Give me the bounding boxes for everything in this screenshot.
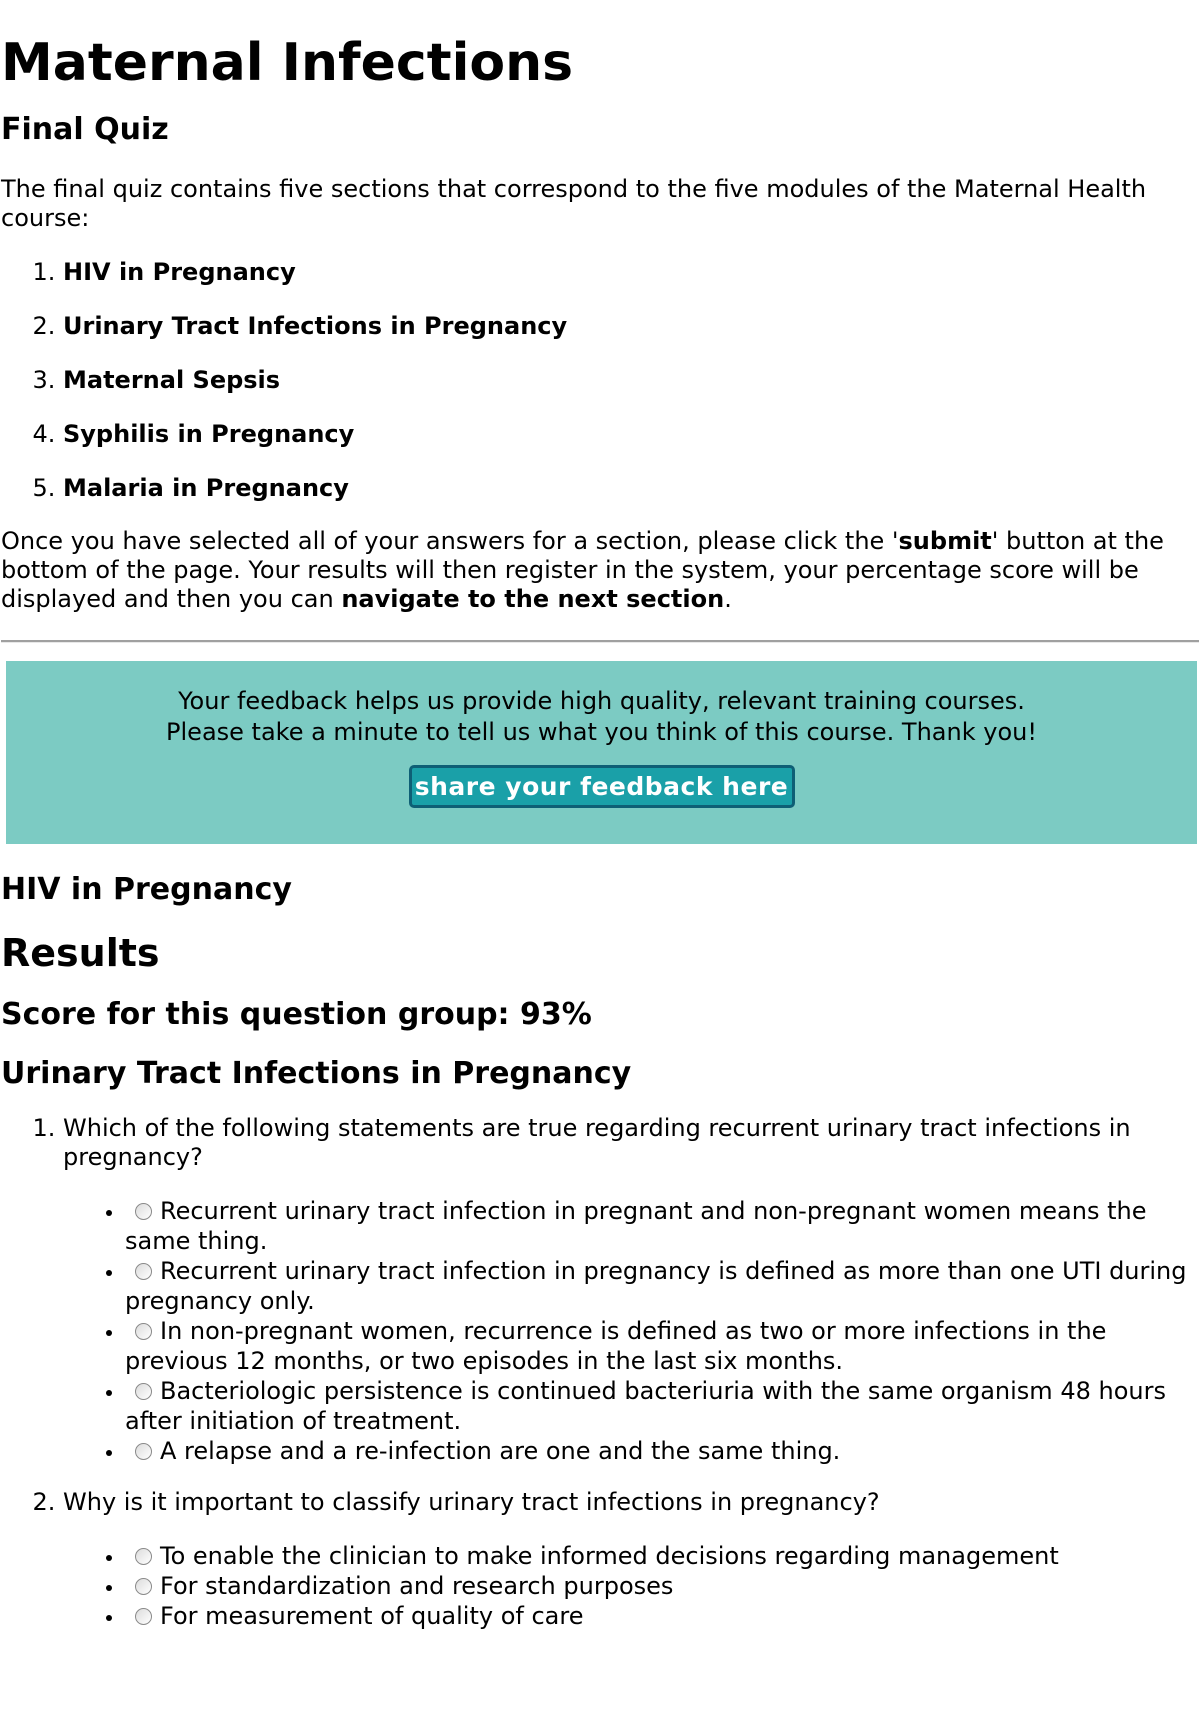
- options-list: [63, 1541, 1200, 1631]
- question-item: [63, 1488, 1200, 1631]
- submit-word: submit: [898, 527, 992, 555]
- share-feedback-button[interactable]: share your feedback here: [409, 765, 795, 808]
- options-list: [63, 1196, 1200, 1466]
- radio-button[interactable]: [135, 1443, 152, 1460]
- page: [0, 33, 1200, 1631]
- instructions-text: [1, 527, 1200, 614]
- option-label: Recurrent urinary tract infection in pregnancy is defined as more than one UTI during pregnancy only.: [125, 1257, 1187, 1315]
- instructions-part1: Once you have selected all of your answers for a section, please click the ': [1, 527, 899, 555]
- radio-button[interactable]: [135, 1323, 152, 1340]
- option-item[interactable]: [125, 1601, 1200, 1631]
- radio-button[interactable]: [135, 1263, 152, 1280]
- instructions-part2: ' button at the bottom of the page. Your results will then register in the system, your percentage score will be displayed and then you can: [1, 527, 1164, 613]
- intro-text: The final quiz contains five sections that correspond to the five modules of the Maternal Health course:: [1, 175, 1147, 232]
- hiv-section-heading: HIV in Pregnancy: [1, 872, 292, 907]
- section-item: 3. Maternal Sepsis: [63, 366, 1200, 420]
- sections-list: [1, 258, 1200, 528]
- score-heading: Score for this question group: 93%: [1, 997, 592, 1032]
- option-item[interactable]: [125, 1571, 1200, 1601]
- option-item[interactable]: [125, 1436, 1200, 1466]
- section-item: 1. HIV in Pregnancy: [63, 258, 1200, 312]
- section-item: 2. Urinary Tract Infections in Pregnancy: [63, 312, 1200, 366]
- radio-button[interactable]: [135, 1608, 152, 1625]
- feedback-line-1: Your feedback helps us provide high quality, relevant training courses.: [178, 687, 1025, 715]
- navigate-text: navigate to the next section: [341, 585, 725, 613]
- option-item[interactable]: [125, 1196, 1200, 1256]
- option-item[interactable]: [125, 1316, 1200, 1376]
- section-item: 5. Malaria in Pregnancy: [63, 474, 1200, 528]
- option-label: In non-pregnant women, recurrence is defined as two or more infections in the previous 12 months, or two episodes in the last six months.: [125, 1317, 1107, 1375]
- divider: [1, 640, 1199, 643]
- results-heading: Results: [1, 931, 160, 975]
- option-label: A relapse and a re-infection are one and the same thing.: [160, 1437, 841, 1465]
- questions-list: [1, 1114, 1200, 1631]
- option-item[interactable]: [125, 1256, 1200, 1316]
- option-label: Bacteriologic persistence is continued bacteriuria with the same organism 48 hours after initiation of treatment.: [125, 1377, 1166, 1435]
- option-label: To enable the clinician to make informed decisions regarding management: [160, 1542, 1059, 1570]
- question-item: [63, 1114, 1200, 1466]
- uti-section-heading: Urinary Tract Infections in Pregnancy: [1, 1056, 632, 1091]
- instructions-part3: .: [724, 585, 732, 613]
- option-label: For standardization and research purposes: [160, 1572, 674, 1600]
- radio-button[interactable]: [135, 1203, 152, 1220]
- feedback-line-2: Please take a minute to tell us what you think of this course. Thank you!: [166, 718, 1037, 746]
- question-text: Why is it important to classify urinary tract infections in pregnancy?: [63, 1488, 880, 1516]
- radio-button[interactable]: [135, 1578, 152, 1595]
- option-label: Recurrent urinary tract infection in pregnant and non-pregnant women means the same thing.: [125, 1197, 1147, 1255]
- question-text: Which of the following statements are true regarding recurrent urinary tract infections in pregnancy?: [63, 1114, 1131, 1171]
- option-label: For measurement of quality of care: [160, 1602, 584, 1630]
- option-item[interactable]: [125, 1541, 1200, 1571]
- feedback-banner: [6, 661, 1197, 844]
- option-item[interactable]: [125, 1376, 1200, 1436]
- radio-button[interactable]: [135, 1548, 152, 1565]
- page-subtitle: Final Quiz: [1, 112, 169, 147]
- page-title: Maternal Infections: [1, 33, 574, 93]
- radio-button[interactable]: [135, 1383, 152, 1400]
- section-item: 4. Syphilis in Pregnancy: [63, 420, 1200, 474]
